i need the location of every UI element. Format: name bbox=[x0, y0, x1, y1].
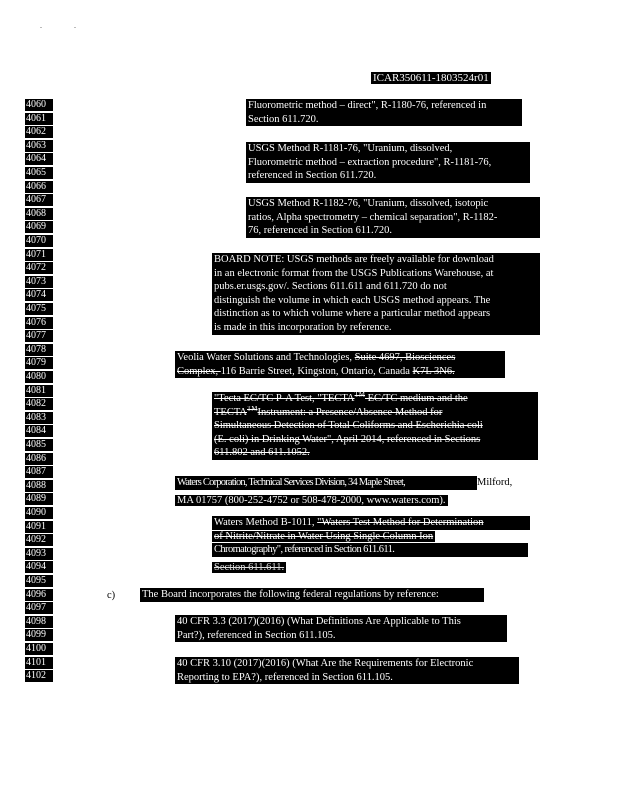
text-line: is made in this incorporation by reference. bbox=[214, 321, 392, 333]
line-number: 4070 bbox=[25, 235, 53, 247]
line-number: 4082 bbox=[25, 398, 53, 410]
garbled-text: Waters Corporation, Technical Services Division, 34 Maple Street, bbox=[175, 476, 477, 490]
line-number: 4089 bbox=[25, 493, 53, 505]
line-number: 4084 bbox=[25, 425, 53, 437]
text-line bbox=[175, 494, 515, 508]
text-line: ratios, Alpha spectrometry – chemical separation", R-1182- bbox=[248, 211, 498, 223]
tecta-instrument-end: Instrument: a Presence/Absence Method for bbox=[257, 406, 443, 418]
text-line bbox=[212, 530, 530, 544]
line-number: 4076 bbox=[25, 317, 53, 329]
line-number: 4061 bbox=[25, 113, 53, 125]
text-line: Part?), referenced in Section 611.105. bbox=[177, 629, 336, 641]
text-line: Fluorometric method – extraction procedure", R-1181-76, bbox=[248, 156, 492, 168]
line-number: 4078 bbox=[25, 344, 53, 356]
struck-text: "Waters Test Method for Determination bbox=[317, 517, 484, 528]
line-number: 4083 bbox=[25, 412, 53, 424]
cfr-3-3-paragraph bbox=[175, 615, 507, 642]
text-line: 40 CFR 3.10 (2017)(2016) (What Are the Requirements for Electronic bbox=[177, 658, 474, 669]
veolia-address-paragraph bbox=[175, 351, 505, 378]
line-number: 4098 bbox=[25, 616, 53, 628]
text-line: pubs.er.usgs.gov/. Sections 611.611 and 611.720 do not bbox=[214, 281, 447, 293]
line-number: 4079 bbox=[25, 357, 53, 369]
line-number: 4101 bbox=[25, 657, 53, 669]
text-line: distinction as to which volume where a particular method appears bbox=[214, 308, 491, 320]
scan-speck bbox=[74, 27, 76, 28]
text-line: USGS Method R-1182-76, "Uranium, dissolved, isotopic bbox=[248, 198, 489, 209]
line-number: 4085 bbox=[25, 439, 53, 451]
text-line bbox=[212, 543, 530, 561]
line-number: 4074 bbox=[25, 289, 53, 301]
text-line: 611.802 and 611.1052. bbox=[214, 447, 310, 459]
text-line bbox=[177, 365, 503, 379]
line-number: 4096 bbox=[25, 589, 53, 601]
garbled-text: Chromatography", referenced in Section 611.611. bbox=[212, 543, 528, 557]
line-number: 4092 bbox=[25, 534, 53, 546]
waters-city: Milford, bbox=[477, 477, 513, 488]
uranium-extraction-paragraph bbox=[246, 142, 530, 183]
line-number: 4088 bbox=[25, 480, 53, 492]
trademark-mark: TM bbox=[247, 405, 258, 413]
tecta-title-end: EC/TC medium and the bbox=[365, 393, 468, 404]
text-line bbox=[212, 561, 530, 575]
line-number: 4086 bbox=[25, 453, 53, 465]
line-number: 4102 bbox=[25, 670, 53, 682]
line-number: 4063 bbox=[25, 140, 53, 152]
tecta-paragraph bbox=[212, 392, 538, 460]
section-c-intro bbox=[140, 588, 484, 602]
struck-text: of Nitrite/Nitrate in Water Using Single Column Ion bbox=[214, 530, 434, 542]
text-line: BOARD NOTE: USGS methods are freely available for download bbox=[214, 254, 494, 265]
line-number: 4095 bbox=[25, 575, 53, 587]
line-number: 4091 bbox=[25, 521, 53, 533]
struck-text: K7L 3N6. bbox=[412, 365, 455, 377]
uranium-direct-paragraph bbox=[246, 99, 522, 126]
trademark-mark: TM bbox=[354, 392, 366, 399]
line-number: 4080 bbox=[25, 371, 53, 383]
struck-text: Suite 4697, Biosciences bbox=[354, 352, 456, 363]
line-number: 4072 bbox=[25, 262, 53, 274]
scan-speck bbox=[40, 27, 42, 28]
waters-address-paragraph bbox=[175, 476, 515, 508]
line-number: 4067 bbox=[25, 194, 53, 206]
waters-method-id: Waters Method B-1011, bbox=[214, 517, 318, 528]
text-line: Fluorometric method – direct", R-1180-76, referenced in bbox=[248, 100, 487, 111]
text-line: Simultaneous Detection of Total Coliforms and Escherichia coli bbox=[214, 420, 483, 432]
line-number: 4090 bbox=[25, 507, 53, 519]
text-line bbox=[177, 351, 503, 365]
line-number: 4077 bbox=[25, 330, 53, 342]
line-number: 4075 bbox=[25, 303, 53, 315]
text-line bbox=[214, 392, 536, 406]
veolia-street: 116 Barrie Street, Kingston, Ontario, Canada bbox=[220, 365, 413, 377]
text-line: (E. coli) in Drinking Water", April 2014, referenced in Sections bbox=[214, 433, 481, 445]
line-number: 4066 bbox=[25, 181, 53, 193]
line-number: 4094 bbox=[25, 561, 53, 573]
struck-text: Section 611.611. bbox=[214, 562, 285, 574]
line-number: 4100 bbox=[25, 643, 53, 655]
line-number: 4071 bbox=[25, 249, 53, 261]
line-number: 4093 bbox=[25, 548, 53, 560]
waters-method-paragraph bbox=[212, 516, 530, 575]
text-line: USGS Method R-1181-76, "Uranium, dissolved, bbox=[248, 143, 453, 154]
text-line: distinguish the volume in which each USGS method appears. The bbox=[214, 294, 491, 306]
text-line: 76, referenced in Section 611.720. bbox=[248, 225, 392, 237]
uranium-isotopic-paragraph bbox=[246, 197, 540, 238]
tecta-instrument: TECTA bbox=[214, 406, 247, 418]
line-number: 4069 bbox=[25, 221, 53, 233]
line-number: 4064 bbox=[25, 153, 53, 165]
waters-contact: MA 01757 (800-252-4752 or 508-478-2000, www.waters.com). bbox=[177, 495, 446, 507]
subsection-marker: c) bbox=[107, 590, 116, 601]
text-line: The Board incorporates the following federal regulations by reference: bbox=[142, 589, 439, 600]
text-line bbox=[175, 476, 515, 494]
tecta-title: "Tecta EC/TC P-A Test, "TECTA bbox=[214, 393, 355, 404]
struck-text: Complex, bbox=[177, 365, 221, 377]
text-line bbox=[212, 516, 530, 530]
text-line: Section 611.720. bbox=[248, 113, 319, 125]
text-line: referenced in Section 611.720. bbox=[248, 170, 377, 182]
text-line: in an electronic format from the USGS Publications Warehouse, at bbox=[214, 267, 494, 279]
board-note-paragraph bbox=[212, 253, 540, 335]
line-number: 4099 bbox=[25, 629, 53, 641]
text-line bbox=[214, 406, 536, 420]
cfr-3-10-paragraph bbox=[175, 657, 519, 684]
line-number: 4065 bbox=[25, 167, 53, 179]
veolia-name: Veolia Water Solutions and Technologies, bbox=[177, 352, 355, 363]
line-number: 4081 bbox=[25, 385, 53, 397]
line-number: 4073 bbox=[25, 276, 53, 288]
line-number: 4068 bbox=[25, 208, 53, 220]
line-number: 4060 bbox=[25, 99, 53, 111]
line-number: 4087 bbox=[25, 466, 53, 478]
document-header: ICAR350611-1803524r01 bbox=[373, 72, 489, 84]
text-line: Reporting to EPA?), referenced in Section 611.105. bbox=[177, 671, 393, 683]
line-number: 4062 bbox=[25, 126, 53, 138]
line-number: 4097 bbox=[25, 602, 53, 614]
text-line: 40 CFR 3.3 (2017)(2016) (What Definitions Are Applicable to This bbox=[177, 616, 461, 627]
